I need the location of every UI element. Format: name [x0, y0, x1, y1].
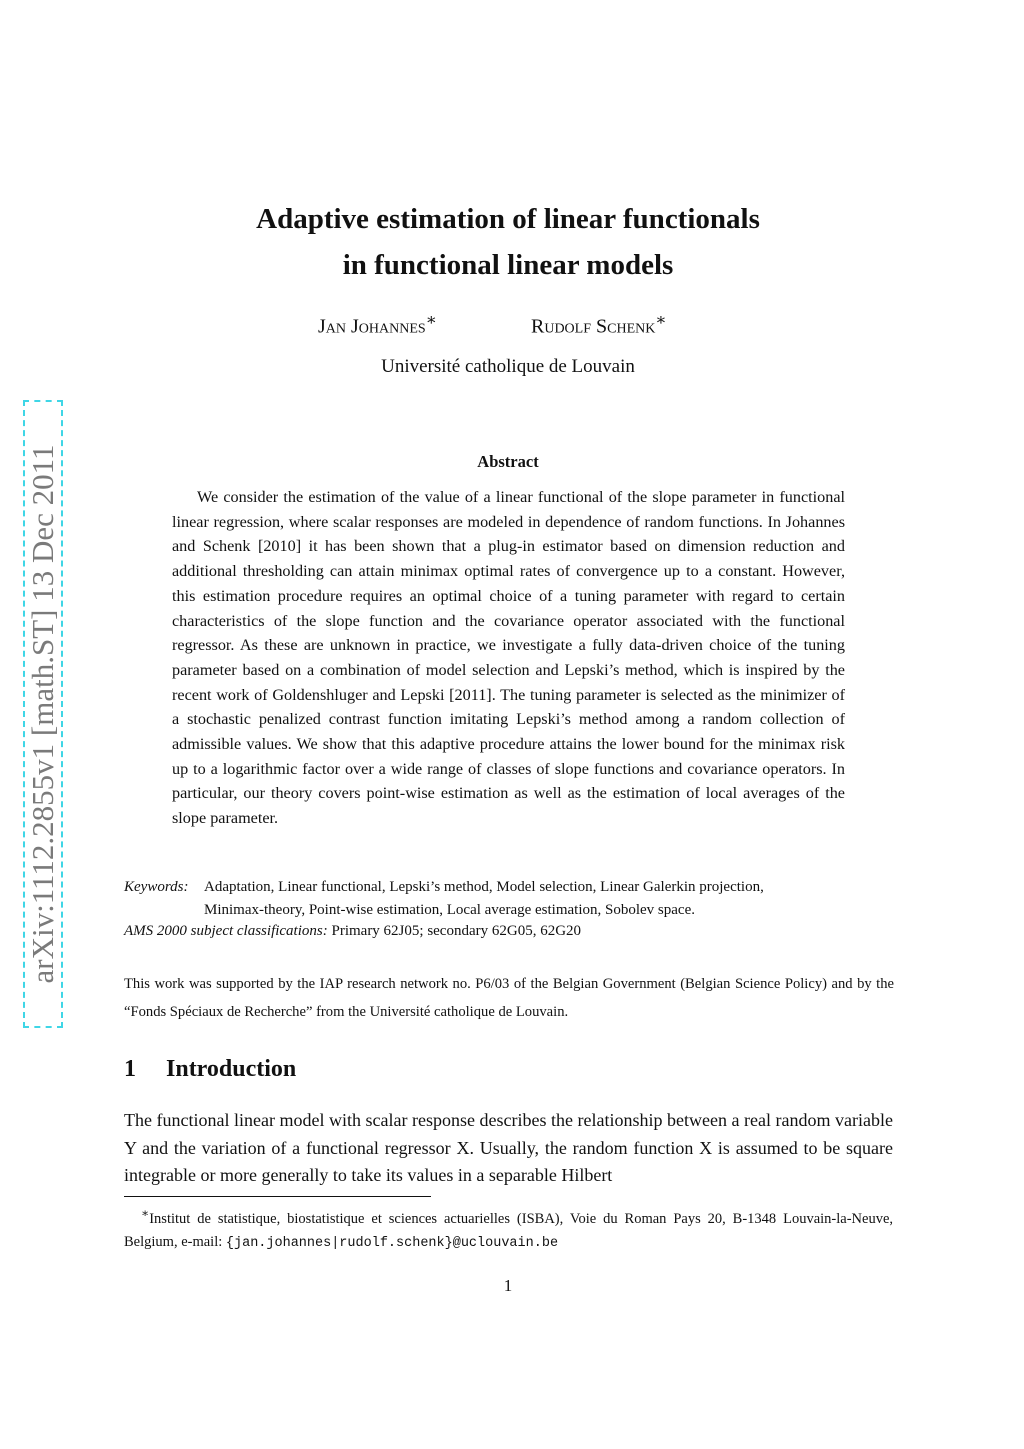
arxiv-identifier: arXiv:1112.2855v1 [math.ST] 13 Dec 2011: [25, 444, 60, 984]
keywords-line-1: Adaptation, Linear functional, Lepski’s method, Model selection, Linear Galerkin projection,: [204, 879, 764, 895]
abstract-text-1: We consider the estimation of the value of a linear functional of the slope parameter in functional linear regression, where scalar responses are modeled in dependence of random functions. In: [172, 488, 845, 531]
paper-title: [0, 196, 1016, 288]
title-line-2: in functional linear models: [342, 249, 674, 281]
keywords-block: [124, 876, 894, 922]
keywords-line-2: Minimax-theory, Point-wise estimation, Local average estimation, Sobolev space.: [204, 902, 695, 918]
section-number: 1: [124, 1056, 136, 1082]
page-number: 1: [503, 1276, 513, 1295]
ams-classification: [124, 923, 581, 940]
author-2: [531, 310, 667, 339]
abstract-heading: Abstract: [477, 452, 539, 471]
abstract-text-2: it has been shown that a plug-in estimator based on dimension reduction and additional thresholding can attain minimax optimal rates of convergence up to a constant. However, this estimation procedure requires an optimal choice of a tuning parameter with regard to certain characteristics of the slope function and the covariance operator associated with the functional regressor. As these are unknown in practice, we investigate a fully data-driven choice of the tuning parameter based on a combination of model selection and Lepski’s method, which is inspired by the recent work of: [172, 537, 845, 704]
footnote-text: Institut de statistique, biostatistique et sciences actuarielles (ISBA), Voie du Roman Pays 20, B-1348 Louvain-la-Neuve, Belgium, e-mail:: [124, 1210, 893, 1250]
citation-link-johannes-schenk[interactable]: Johannes and Schenk [2010]: [172, 512, 845, 556]
ams-value: Primary 62J05; secondary 62G05, 62G20: [331, 923, 582, 939]
section-title: Introduction: [166, 1056, 297, 1082]
introduction-paragraph: The functional linear model with scalar response describes the relationship between a real random variable Y and the variation of a functional regressor X. Usually, the random function X is assumed to be square integrable or more generally to take its values in a separable Hilbert: [124, 1110, 893, 1185]
keywords-label: Keywords:: [124, 879, 189, 895]
author-email[interactable]: {jan.johannes|rudolf.schenk}@uclouvain.be: [225, 1235, 559, 1251]
author-1-name: Jan Johannes: [318, 315, 426, 338]
footnote: [124, 1202, 893, 1255]
affiliation: Université catholique de Louvain: [381, 356, 635, 377]
abstract-text-3: . The tuning parameter is selected as the minimizer of a stochastic penalized contrast function imitating Lepski’s method among a random collection of admissible values. We show that this adaptive procedure attains the lower bound for the minimax risk up to a logarithmic factor over a wide range of classes of slope functions and covariance operators. In particular, our theory covers point-wise estimation as well as the estimation of local averages of the slope parameter.: [172, 685, 845, 828]
author-2-name: Rudolf Schenk: [531, 315, 656, 338]
section-heading: [124, 1056, 296, 1083]
footnote-mark: ∗: [141, 1206, 150, 1220]
title-line-1: Adaptive estimation of linear functionals: [256, 203, 760, 235]
author-1-footnote-mark: ∗: [425, 310, 438, 329]
ams-label: AMS 2000 subject classifications:: [124, 923, 328, 939]
author-2-footnote-mark: ∗: [655, 310, 667, 329]
citation-link-goldenshluger-lepski[interactable]: Goldenshluger and Lepski [2011]: [272, 685, 492, 704]
funding-note: This work was supported by the IAP research network no. P6/03 of the Belgian Government (Belgian Science Policy) and by the “Fonds Spéciaux de Recherche” from the Université catholique de Louvain.: [124, 976, 894, 1020]
author-1: [318, 310, 437, 339]
abstract-body: [172, 485, 845, 831]
footnote-rule: [124, 1196, 431, 1197]
